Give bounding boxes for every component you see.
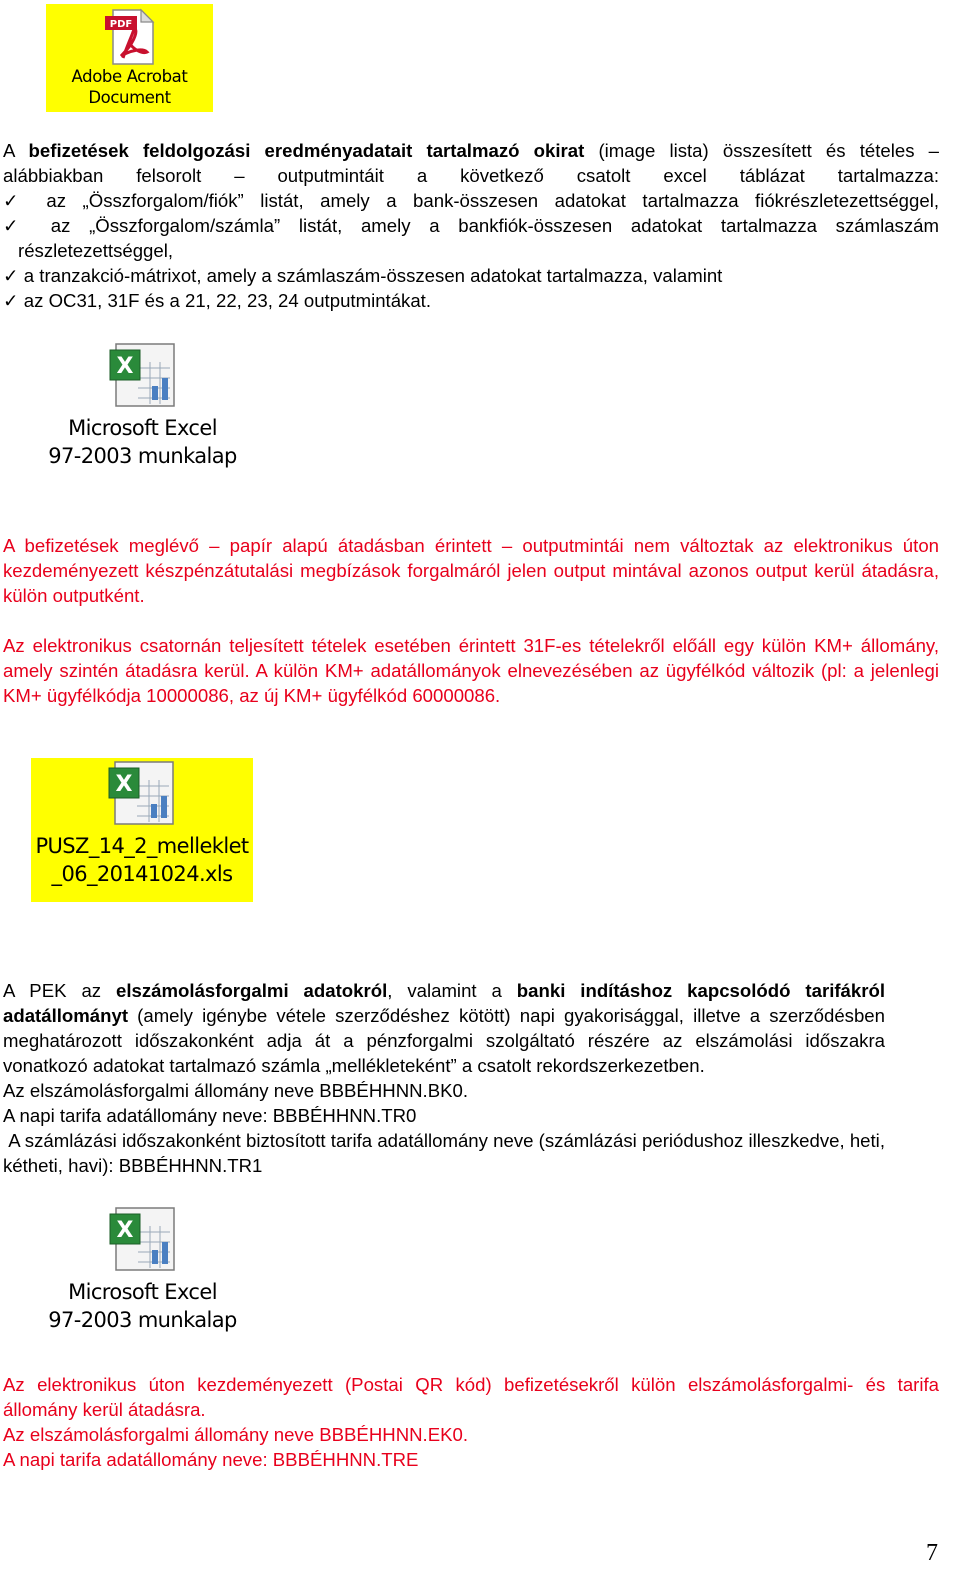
page-number: 7 bbox=[926, 1540, 938, 1566]
excel-attachment-1[interactable] bbox=[40, 342, 245, 470]
section-red-2 bbox=[3, 1372, 939, 1472]
section-pek bbox=[3, 978, 891, 1178]
list-item: ✓ a tranzakció-mátrixot, amely a számlaszám-összesen adatokat tartalmazza, valamint bbox=[3, 265, 723, 286]
pek-paragraph: A PEK az elszámolásforgalmi adatokról, valamint a banki indításhoz kapcsolódó tarifákról adatállományt (amely igénybe vétele szerződéshez kötött) napi gyakorisággal, illetve a szerződésben meghatározott időszakonként adja át a pénzforgalmi szolgáltató részére az elszámolási időszakra vonatkozó adatokat tartalmazó számla „mellékleteként” a csatolt rekordszerkezetben. bbox=[3, 980, 885, 1076]
list-item: ✓ az „Összforgalom/fiók” listát, amely a bank-összesen adatokat tartalmazza fiókrészletezettséggel, bbox=[3, 190, 939, 211]
excel1-caption-line1: Microsoft Excel bbox=[68, 416, 217, 440]
file-name-line-tr0: A napi tarifa adatállomány neve: BBBÉHHNN.TR0 bbox=[3, 1105, 417, 1126]
list-item: ✓ az OC31, 31F és a 21, 22, 23, 24 outputmintákat. bbox=[3, 290, 432, 311]
excel1-caption-line2: 97-2003 munkalap bbox=[48, 444, 237, 468]
svg-text:PDF: PDF bbox=[109, 19, 132, 30]
svg-text:X: X bbox=[115, 772, 133, 797]
check-icon: ✓ bbox=[3, 265, 19, 286]
excel-icon bbox=[107, 760, 177, 828]
red-paragraph-2: Az elektronikus csatornán teljesített tételek esetében érintett 31F-es tételekről előáll egy külön KM+ állomány, amely szintén átadásra kerül. A külön KM+ adatállományok elnevezésében az ügyfélkód változik (pl: a jelenlegi KM+ ügyfélkódja 10000086, az új KM+ ügyfélkód 60000086. bbox=[3, 635, 939, 706]
check-icon: ✓ bbox=[3, 190, 30, 211]
file-name-line-tr1: A számlázási időszakonként biztosított tarifa adatállomány neve (számlázási periódushoz illeszkedve, heti, kétheti, havi): BBBÉHHNN.TR1 bbox=[3, 1130, 891, 1176]
excel3-caption-line1: Microsoft Excel bbox=[68, 1280, 217, 1304]
pdf-caption-line1: Adobe Acrobat bbox=[71, 67, 188, 86]
intro-paragraph: A befizetések feldolgozási eredményadatait tartalmazó okirat (image lista) összesített és tételes – alábbiakban felsorolt – outputmintáit a következő csatolt excel táblázat tartalmazza: bbox=[3, 140, 939, 186]
excel2-caption-line2: _06_20141024.xls bbox=[51, 862, 233, 886]
file-name-line-bk0: Az elszámolásforgalmi állomány neve BBBÉHHNN.BK0. bbox=[3, 1080, 469, 1101]
excel-attachment-2[interactable] bbox=[31, 758, 253, 902]
excel-icon bbox=[108, 342, 178, 410]
excel-attachment-3[interactable] bbox=[40, 1206, 245, 1334]
file-name-line-tre: A napi tarifa adatállomány neve: BBBÉHHNN.TRE bbox=[3, 1449, 419, 1470]
pdf-icon bbox=[101, 8, 159, 66]
pdf-caption-line2: Document bbox=[88, 88, 171, 107]
check-icon: ✓ bbox=[3, 215, 33, 236]
red-paragraph-1: A befizetések meglévő – papír alapú átadásban érintett – outputmintái nem változtak az elektronikus úton kezdeményezett készpénzátutalási megbízások forgalmáról jelen output mintával azonos output kerül átadásra, külön outputként. bbox=[3, 535, 939, 606]
svg-text:X: X bbox=[116, 1218, 133, 1243]
list-item: ✓ az „Összforgalom/számla” listát, amely a bankfiók-összesen adatokat tartalmazza számlaszám részletezettséggel, bbox=[3, 215, 939, 261]
section-intro bbox=[3, 138, 939, 188]
pdf-attachment[interactable] bbox=[46, 4, 213, 112]
intro-bold: befizetések feldolgozási eredményadatait tartalmazó okirat bbox=[28, 140, 585, 161]
red-paragraph-3: Az elektronikus úton kezdeményezett (Postai QR kód) befizetésekről külön elszámolásforgalmi- és tarifa állomány kerül átadásra. bbox=[3, 1374, 939, 1420]
check-icon: ✓ bbox=[3, 290, 19, 311]
svg-text:X: X bbox=[116, 354, 133, 379]
excel2-caption-line1: PUSZ_14_2_melleklet bbox=[35, 834, 249, 858]
file-name-line-ek0: Az elszámolásforgalmi állomány neve BBBÉHHNN.EK0. bbox=[3, 1424, 469, 1445]
excel-icon bbox=[108, 1206, 178, 1274]
section-red-1 bbox=[3, 533, 939, 708]
excel3-caption-line2: 97-2003 munkalap bbox=[48, 1308, 237, 1332]
output-list bbox=[3, 188, 939, 313]
